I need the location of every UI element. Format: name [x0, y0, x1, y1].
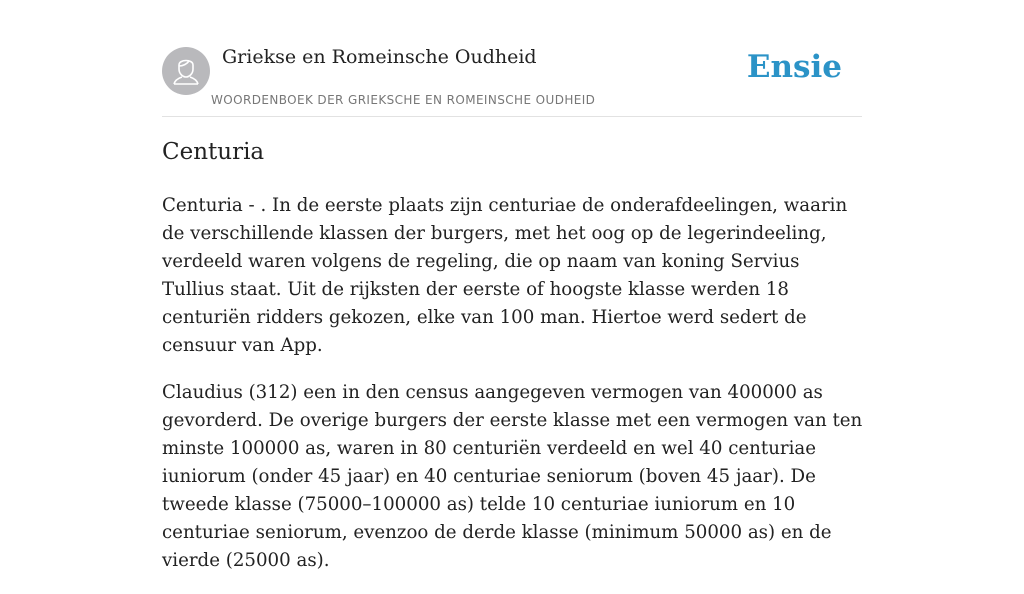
entry-content [162, 192, 867, 594]
entry-paragraph: Centuria - . In de eerste plaats zijn centuriae de onderafdeelingen, waarin de verschillende klassen der burgers, met het oog op de legerindeeling, verdeeld waren volgens de regeling, die op naam van koning Servius Tullius staat. Uit de rijksten der eerste of hoogste klasse werden 18 centuriën ridders gekozen, elke van 100 man. Hiertoe werd sedert de censuur van App. [162, 195, 848, 356]
source-title[interactable]: Griekse en Romeinsche Oudheid [222, 46, 537, 68]
user-icon[interactable] [162, 47, 210, 95]
source-header [162, 46, 862, 117]
entry-title: Centuria [162, 139, 265, 165]
entry-paragraph: Claudius (312) een in den census aangegeven vermogen van 400000 as gevorderd. De overige burgers der eerste klasse met een vermogen van ten minste 100000 as, waren in 80 centuriën verdeeld en wel 40 centuriae iuniorum (onder 45 jaar) en 40 centuriae seniorum (boven 45 jaar). De tweede klasse (75000–100000 as) telde 10 centuriae iuniorum en 10 centuriae seniorum, evenzoo de derde klasse (minimum 50000 as) en de vierde (25000 as). [162, 382, 863, 571]
source-subtitle[interactable]: WOORDENBOEK DER GRIEKSCHE EN ROMEINSCHE OUDHEID [211, 93, 596, 107]
ensie-logo[interactable]: Ensie [746, 49, 842, 85]
